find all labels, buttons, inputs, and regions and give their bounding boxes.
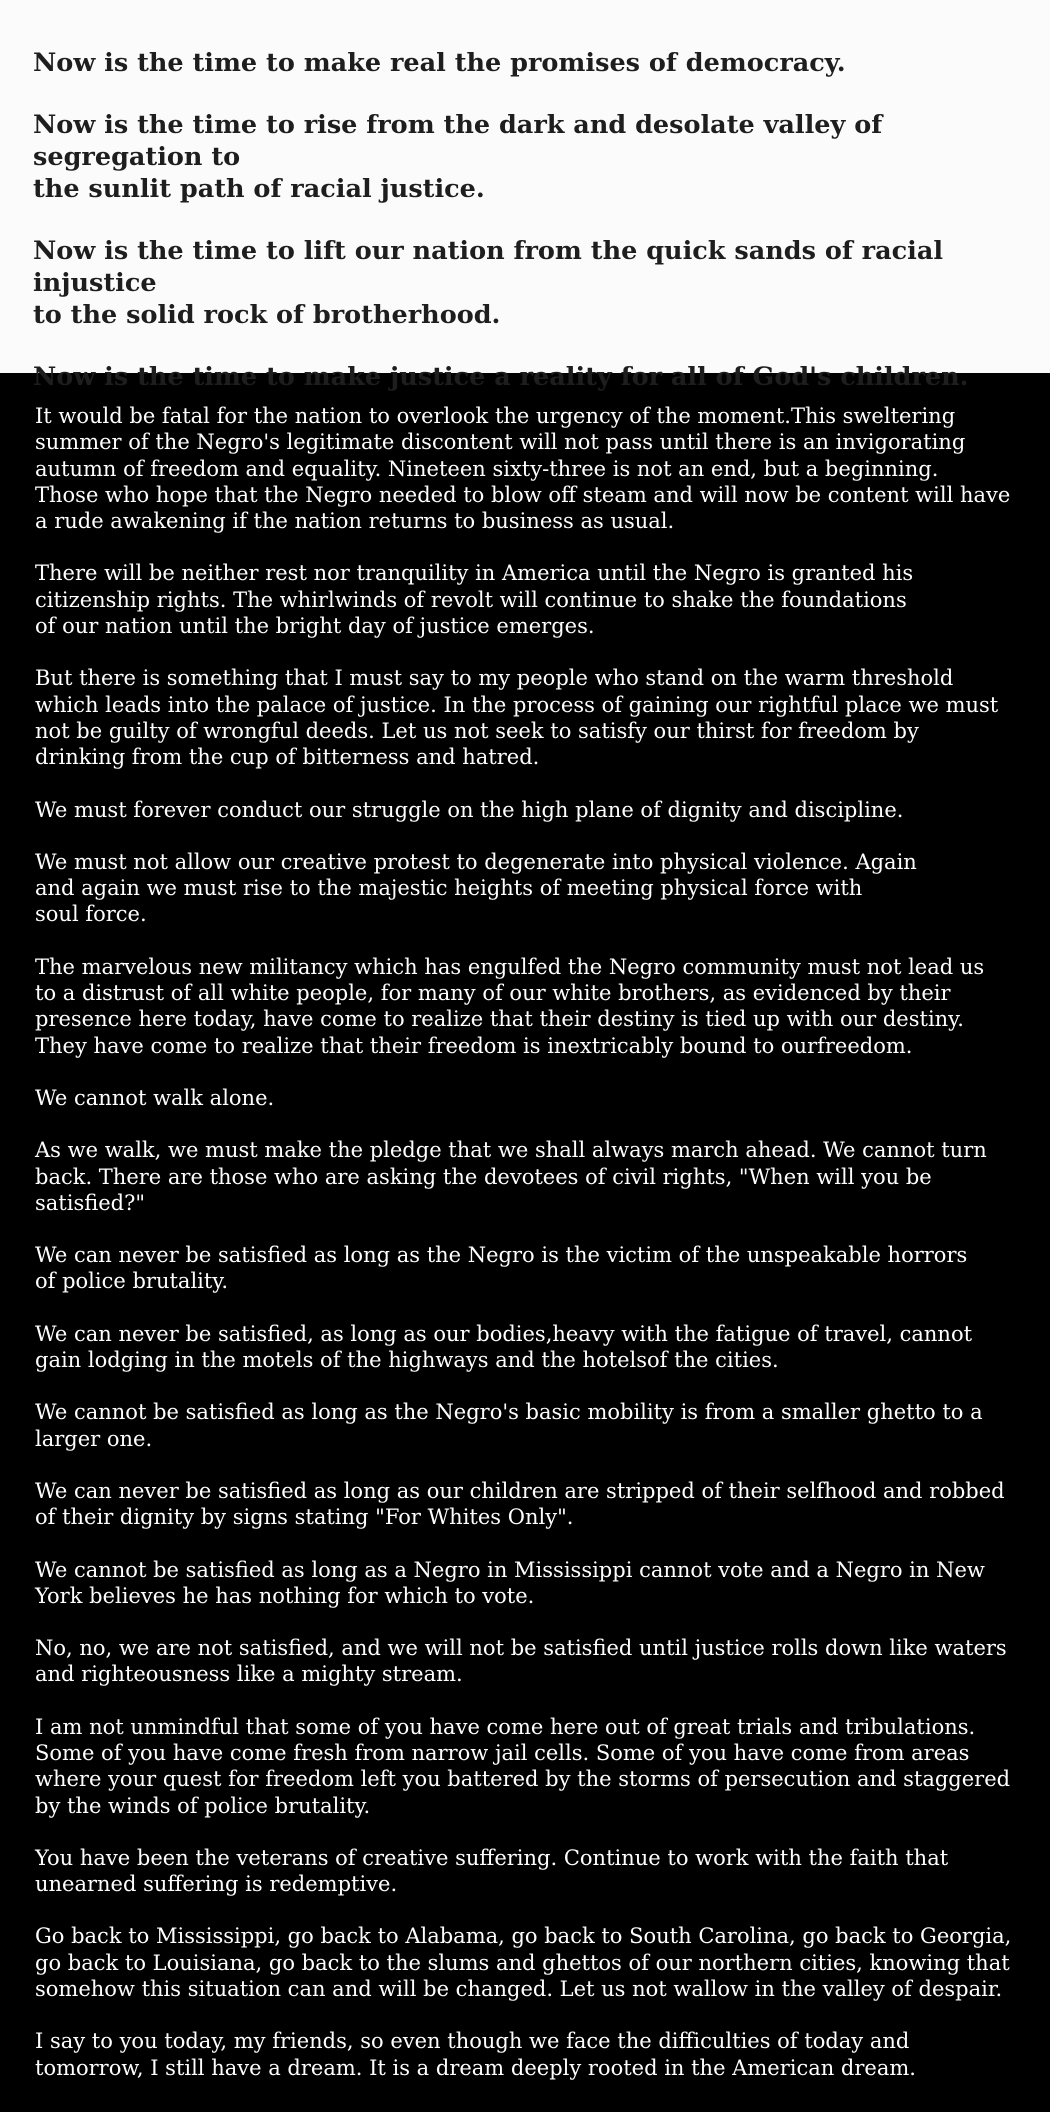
paragraph: I am not unmindful that some of you have come here out of great trials and tribulations. Some of you have come fresh from narrow jail cells. Some of you have come from areas where your quest for freedom left you battered by the storms of persecution and staggered by the winds of police brutality. [35,1714,1011,1818]
paragraph: Go back to Mississippi, go back to Alabama, go back to South Carolina, go back to Georgia, go back to Louisiana, go back to the slums and ghettos of our northern cities, knowing that somehow this situation can and will be changed. Let us not wallow in the valley of despair. [35,1924,1012,2002]
paragraph: It would be fatal for the nation to overlook the urgency of the moment.This sweltering summer of the Negro's legitimate discontent will not pass until there is an invigorating autumn of freedom and equality. Nineteen sixty-three is not an end, but a beginning. Those who hope that the Negro needed to blow off steam and will now be content will have a rude awakening if the nation returns to business as usual. [35,404,1011,534]
paragraph: As we walk, we must make the pledge that we shall always march ahead. We cannot turn back. There are those who are asking the devotees of civil rights, "When will you be satisfied?" [35,1138,987,1215]
body-section [0,373,1050,2112]
paragraph: We can never be satisfied as long as the Negro is the victim of the unspeakable horrors of police brutality. [35,1243,968,1294]
paragraph: I say to you today, my friends, so even though we face the difficulties of today and tomorrow, I still have a dream. It is a dream deeply rooted in the American dream. [35,2029,916,2080]
paragraph: We must not allow our creative protest to degenerate into physical violence. Again and again we must rise to the majestic heights of meeting physical force with soul force. [35,849,917,927]
headline-line: Now is the time to make real the promises of democracy. [33,48,846,78]
headline-line: Now is the time to lift our nation from the quick sands of racial injustice to the solid rock of brotherhood. [33,236,944,330]
paragraph: We cannot be satisfied as long as a Negro in Mississippi cannot vote and a Negro in New York believes he has nothing for which to vote. [35,1557,985,1608]
headline-line: Now is the time to rise from the dark and desolate valley of segregation to the sunlit path of racial justice. [33,110,883,204]
paragraph: But there is something that I must say to my people who stand on the warm threshold which leads into the palace of justice. In the process of gaining our rightful place we must not be guilty of wrongful deeds. Let us not seek to satisfy our thirst for freedom by drinking from the cup of bitterness and hatred. [35,666,999,770]
paragraph: We cannot be satisfied as long as the Negro's basic mobility is from a smaller ghetto to a larger one. [35,1400,983,1451]
paragraph: We can never be satisfied as long as our children are stripped of their selfhood and robbed of their dignity by signs stating "For Whites Only". [35,1478,1005,1530]
paragraph: We must forever conduct our struggle on the high plane of dignity and discipline. [35,797,904,822]
paragraph: There will be neither rest nor tranquility in America until the Negro is granted his citizenship rights. The whirlwinds of revolt will continue to shake the foundations of our nation until the bright day of justice emerges. [35,561,914,639]
header-section [0,0,1050,392]
headline-line: Now is the time to make justice a reality for all of God's children. [33,362,969,392]
paragraph: No, no, we are not satisfied, and we will not be satisfied until justice rolls down like waters and righteousness like a mighty stream. [35,1636,1007,1687]
paragraph: We cannot walk alone. [35,1085,275,1110]
paragraph: We can never be satisfied, as long as our bodies,heavy with the fatigue of travel, cannot gain lodging in the motels of the highways and the hotelsof the cities. [35,1321,973,1373]
paragraph: You have been the veterans of creative suffering. Continue to work with the faith that unearned suffering is redemptive. [35,1845,949,1897]
paragraph: The marvelous new militancy which has engulfed the Negro community must not lead us to a distrust of all white people, for many of our white brothers, as evidenced by their presence here today, have come to realize that their destiny is tied up with our destiny. They have come to realize that their freedom is inextricably bound to ourfreedom. [35,954,985,1058]
